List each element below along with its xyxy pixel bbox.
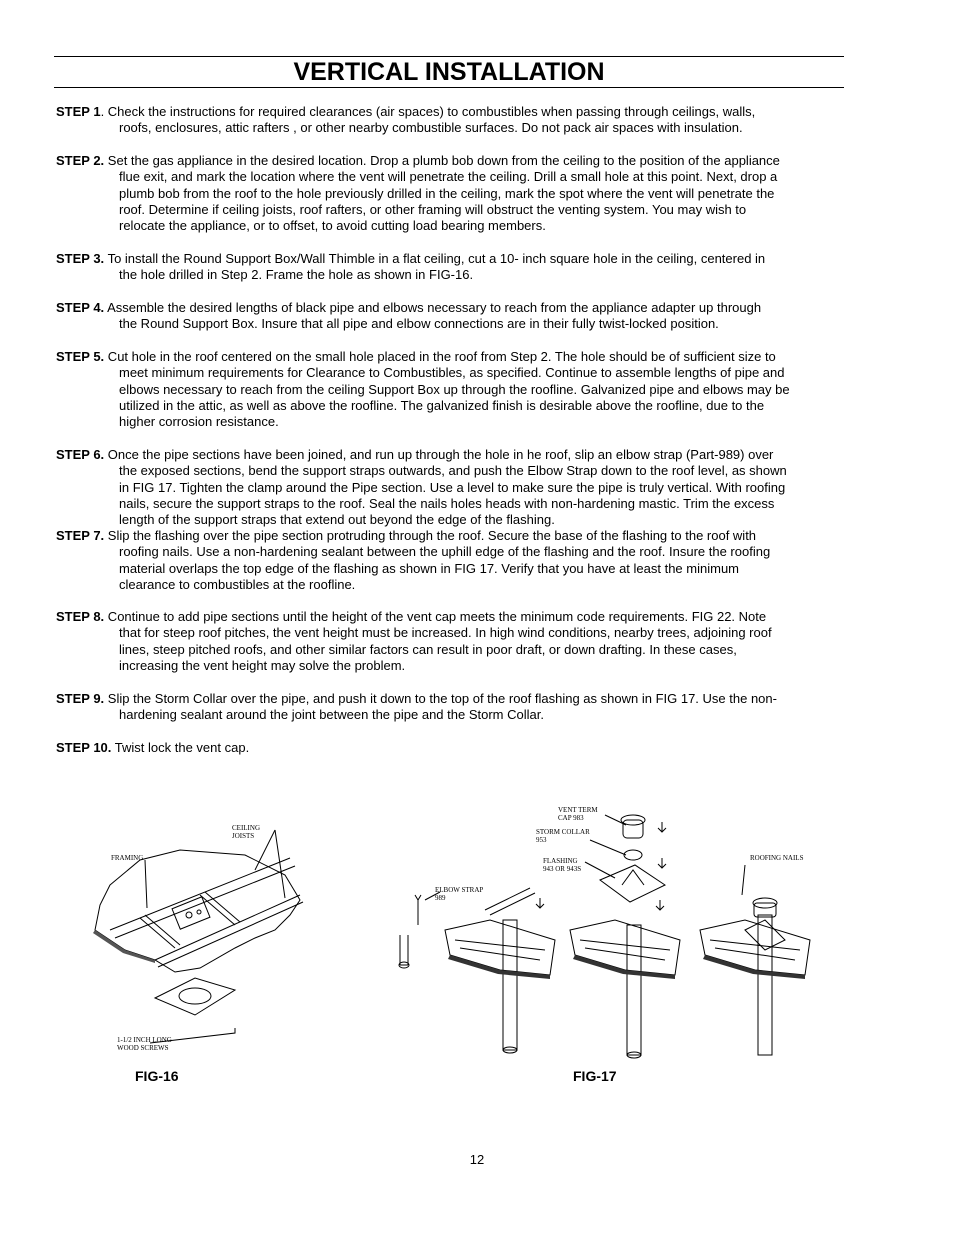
step-first-line <box>56 251 844 267</box>
fig16-drawing <box>85 820 325 1060</box>
step-first-line <box>56 609 844 625</box>
step-first-line <box>56 300 844 316</box>
step-label: STEP 8. <box>56 609 105 624</box>
step-text: lines, steep pitched roofs, and other similar factors can result in poor draft, or down drafting. In these cases, <box>119 641 737 657</box>
step-text: Assemble the desired lengths of black pipe and elbows necessary to reach from the appliance adapter up through <box>104 300 762 315</box>
step-line <box>56 202 844 218</box>
fig17-caption: FIG-17 <box>573 1068 617 1084</box>
fig17-drawing <box>390 800 820 1065</box>
step-text: flue exit, and mark the location where the vent will penetrate the ceiling. Drill a small hole at this point. Next, drop a <box>119 169 778 185</box>
step-label: STEP 7. <box>56 528 105 543</box>
step-5 <box>56 349 844 430</box>
fig17-nails-label: ROOFING NAILS <box>750 854 804 862</box>
step-text: in FIG 17. Tighten the clamp around the Pipe section. Use a level to make sure the pipe is truly vertical. With roofing <box>119 479 786 495</box>
step-line <box>56 480 844 496</box>
step-text: utilized in the attic, as well as above the roofline. The galvanized finish is desirable above the roofline, due to the <box>119 397 765 413</box>
step-text: Once the pipe sections have been joined, and run up through the hole in he roof, slip an elbow strap (Part-989) over <box>104 447 774 462</box>
step-text: Slip the Storm Collar over the pipe, and push it down to the top of the roof flashing as shown in FIG 17. Use the non- <box>104 691 777 706</box>
page-number: 12 <box>469 1152 485 1167</box>
step-line <box>56 120 844 136</box>
fig17-collar-label-2: 953 <box>536 836 547 844</box>
fig16-screws-label: 1-1/2 INCH LONG <box>117 1036 172 1044</box>
step-text: the Round Support Box. Insure that all pipe and elbow connections are in their fully twist-locked position. <box>119 316 719 332</box>
step-text: roof. Determine if ceiling joists, roof rafters, or other framing will obstruct the venting system. You may wish to <box>119 201 747 217</box>
step-text: roofs, enclosures, attic rafters , or other nearby combustible surfaces. Do not pack air spaces with insulation. <box>119 120 743 136</box>
step-text: elbows necessary to reach from the ceiling Support Box up through the roofline. Galvanized pipe and elbows may be <box>119 381 790 397</box>
step-line <box>56 561 844 577</box>
step-text: nails, secure the support straps to the roof. Seal the nails holes heads with non-hardening mastic. Trim the excess <box>119 495 775 511</box>
fig17-cap-label: VENT TERM <box>558 806 598 814</box>
fig17-strap-label-2: 989 <box>435 894 446 902</box>
step-8 <box>56 609 844 674</box>
step-label: STEP 9. <box>56 691 105 706</box>
step-text: To install the Round Support Box/Wall Thimble in a flat ceiling, cut a 10- inch square hole in the ceiling, centered in <box>104 251 766 266</box>
step-text: Continue to add pipe sections until the height of the vent cap meets the minimum code requirements. FIG 22. Note <box>104 609 767 624</box>
step-first-line <box>56 447 844 463</box>
step-line <box>56 642 844 658</box>
step-text: the hole drilled in Step 2. Frame the hole as shown in FIG-16. <box>119 267 474 283</box>
step-7 <box>56 528 844 593</box>
step-text: hardening sealant around the joint between the pipe and the Storm Collar. <box>119 707 544 723</box>
step-6 <box>56 447 844 528</box>
fig17-strap-label: ELBOW STRAP <box>435 886 484 894</box>
step-line <box>56 382 844 398</box>
step-1 <box>56 104 844 137</box>
fig17-collar-label: STORM COLLAR <box>536 828 590 836</box>
fig17-flashing-label-2: 943 OR 943S <box>543 865 582 873</box>
step-line <box>56 414 844 430</box>
step-text: Set the gas appliance in the desired location. Drop a plumb bob down from the ceiling to the position of the appliance <box>104 153 780 168</box>
step-text: roofing nails. Use a non-hardening sealant between the uphill edge of the flashing and the roof. Insure the roofing <box>119 544 771 560</box>
step-first-line <box>56 740 844 756</box>
step-line <box>56 625 844 641</box>
step-text: material overlaps the top edge of the flashing as shown in FIG 17. Verify that you have at least the minimum <box>119 560 740 576</box>
step-line <box>56 218 844 234</box>
step-label: STEP 1 <box>56 104 101 119</box>
step-label: STEP 10. <box>56 740 112 755</box>
step-text: clearance to combustibles at the roofline. <box>119 576 356 592</box>
step-first-line <box>56 104 844 120</box>
step-label: STEP 2. <box>56 153 105 168</box>
step-text: . Check the instructions for required clearances (air spaces) to combustibles when passing through ceilings, walls, <box>100 104 756 119</box>
step-label: STEP 5. <box>56 349 105 364</box>
fig17-cap-label-2: CAP 983 <box>558 814 584 822</box>
step-text: relocate the appliance, or to offset, to avoid cutting load bearing members. <box>119 218 546 234</box>
step-line <box>56 267 844 283</box>
step-10 <box>56 740 844 756</box>
step-first-line <box>56 349 844 365</box>
step-line <box>56 658 844 674</box>
step-text: increasing the vent height may solve the problem. <box>119 657 406 673</box>
step-2 <box>56 153 844 234</box>
step-line <box>56 316 844 332</box>
step-3 <box>56 251 844 284</box>
step-label: STEP 4. <box>56 300 105 315</box>
step-line <box>56 512 844 528</box>
step-label: STEP 3. <box>56 251 105 266</box>
fig16-joists-label: JOISTS <box>232 832 255 840</box>
step-text: Cut hole in the roof centered on the small hole placed in the roof from Step 2. The hole should be of sufficient size to <box>104 349 776 364</box>
fig17-flashing-label: FLASHING <box>543 857 578 865</box>
fig16-ceiling-label: CEILING <box>232 824 260 832</box>
title-rule-bottom <box>54 87 844 88</box>
step-4 <box>56 300 844 333</box>
step-text: plumb bob from the roof to the hole previously drilled in the ceiling, mark the spot where the vent will penetrate the <box>119 185 775 201</box>
step-text: higher corrosion resistance. <box>119 414 279 430</box>
step-line <box>56 707 844 723</box>
step-line <box>56 496 844 512</box>
step-line <box>56 577 844 593</box>
page-title: VERTICAL INSTALLATION <box>293 58 605 86</box>
step-line <box>56 365 844 381</box>
step-line <box>56 398 844 414</box>
step-text: Twist lock the vent cap. <box>111 740 250 755</box>
step-text: length of the support straps that extend out beyond the edge of the flashing. <box>119 512 555 528</box>
step-text: the exposed sections, bend the support straps outwards, and push the Elbow Strap down to the roof level, as shown <box>119 463 787 479</box>
fig16-screws-label-2: WOOD SCREWS <box>117 1044 169 1052</box>
step-line <box>56 463 844 479</box>
step-first-line <box>56 528 844 544</box>
step-line <box>56 544 844 560</box>
step-first-line <box>56 153 844 169</box>
step-text: Slip the flashing over the pipe section protruding through the roof. Secure the base of the flashing to the roof with <box>104 528 757 543</box>
fig16-caption: FIG-16 <box>135 1068 179 1084</box>
step-line <box>56 169 844 185</box>
step-label: STEP 6. <box>56 447 105 462</box>
step-line <box>56 186 844 202</box>
step-first-line <box>56 691 844 707</box>
step-text: that for steep roof pitches, the vent height must be increased. In high wind conditions, nearby trees, adjoining roof <box>119 625 772 641</box>
step-9 <box>56 691 844 724</box>
fig16-framing-label: FRAMING <box>111 854 144 862</box>
step-text: meet minimum requirements for Clearance to Combustibles, as specified. Continue to assemble lengths of pipe and <box>119 365 785 381</box>
